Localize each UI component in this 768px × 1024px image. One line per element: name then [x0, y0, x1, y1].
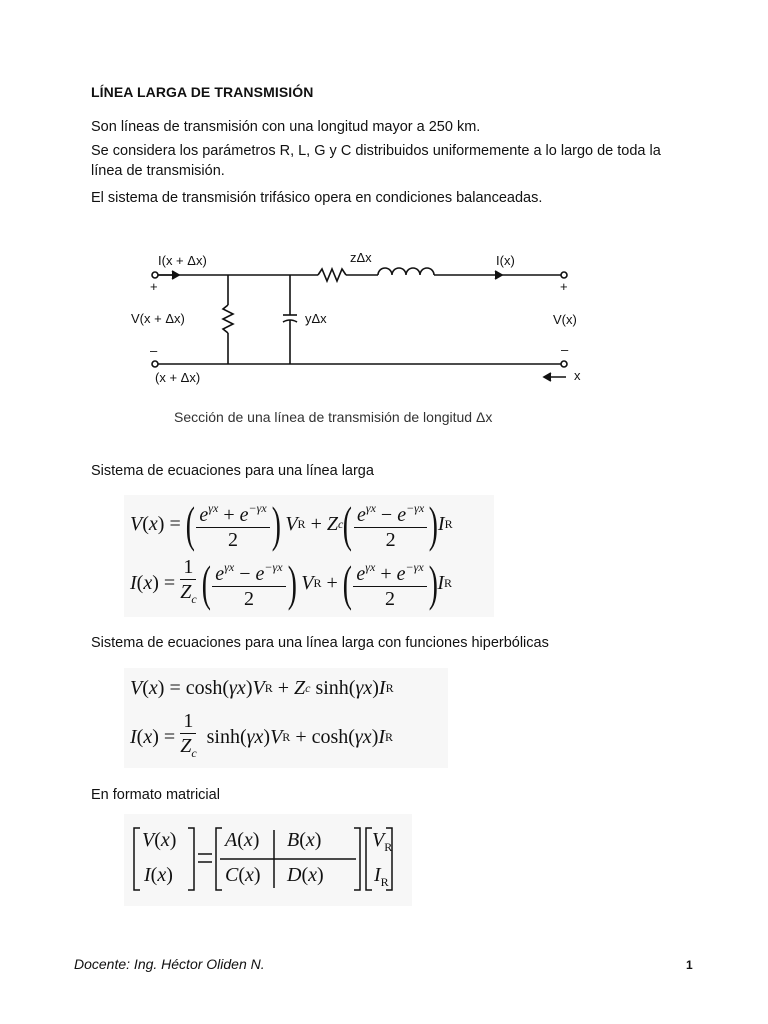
equation-ix-exponential: I ( x ) = $\frac{1}{Z_c}$ ( $\frac{e^{\gamma x} - e^{-\gamma x}}{2}$ ) V R + ( $\frac{e^{\gamma x} + e^{-\gamma x}}{2}$ ) I R: [130, 555, 453, 611]
label-minus-right: –: [561, 342, 569, 357]
matrix-a: A(x): [225, 829, 260, 851]
matrix-ix: I(x): [144, 864, 173, 886]
label-voltage-right: V(x): [553, 312, 577, 327]
label-distance-right: x: [574, 368, 581, 383]
series-resistor: [318, 269, 346, 281]
document-title: LÍNEA LARGA DE TRANSMISIÓN: [91, 84, 314, 100]
terminal-bottom-right: [561, 361, 567, 367]
label-current-right: I(x): [496, 253, 515, 268]
label-shunt-admittance: yΔx: [305, 311, 327, 326]
paragraph-2: Se considera los parámetros R, L, G y C distribuidos uniformemente a lo largo de toda la línea de transmisión.: [91, 143, 661, 179]
label-series-impedance: zΔx: [350, 250, 372, 265]
figure-caption: Sección de una línea de transmisión de longitud Δx: [174, 409, 493, 425]
terminal-top-left: [152, 272, 158, 278]
equation-vx-exponential: V ( x ) = ( $\frac{e^{\gamma x} + e^{-\gamma x}}{2}$ ) V R + Z c ( $\frac{e^{\gamma x} - e^{-\gamma x}}{2}$ ) I R: [130, 496, 453, 552]
terminal-top-right: [561, 272, 567, 278]
matrix-brackets: [124, 814, 412, 906]
section-heading-3: En formato matricial: [91, 787, 220, 803]
equation-vx-hyperbolic: V ( x ) = cosh( γx ) V R + Z c sinh( γx ) I R: [130, 676, 394, 699]
paragraph-1: Son líneas de transmisión con una longitud mayor a 250 km.: [91, 119, 481, 135]
circuit-diagram: [0, 0, 768, 440]
equation-block-exponential: [124, 495, 494, 617]
section-heading-2: Sistema de ecuaciones para una línea larga con funciones hiperbólicas: [91, 635, 549, 651]
series-inductor: [378, 268, 434, 275]
label-plus-right: +: [560, 279, 568, 294]
label-plus-left: +: [150, 279, 158, 294]
equation-block-hyperbolic: [124, 668, 448, 768]
matrix-ir: $I_R$: [374, 864, 389, 889]
terminal-bottom-left: [152, 361, 158, 367]
label-minus-left: –: [150, 343, 158, 358]
label-voltage-left: V(x + Δx): [131, 311, 185, 326]
label-distance-left: (x + Δx): [155, 370, 201, 385]
paragraph-3: El sistema de transmisión trifásico opera en condiciones balanceadas.: [91, 190, 543, 206]
label-current-left: I(x + Δx): [158, 253, 207, 268]
matrix-vx: V(x): [142, 829, 177, 851]
matrix-b: B(x): [287, 829, 322, 851]
footer-author: Docente: Ing. Héctor Oliden N.: [74, 956, 265, 972]
page-number: 1: [686, 958, 693, 972]
section-heading-1: Sistema de ecuaciones para una línea larga: [91, 463, 374, 479]
matrix-equation: [124, 814, 412, 906]
shunt-resistor: [223, 305, 233, 333]
equation-ix-hyperbolic: I ( x ) = $\frac{1}{Z_c}$ sinh( γx ) V R + cosh( γx ) I R: [130, 710, 394, 760]
matrix-d: D(x): [287, 864, 324, 886]
matrix-vr: $V_R$: [372, 829, 393, 854]
circuit-figure: [0, 0, 768, 440]
matrix-c: C(x): [225, 864, 261, 886]
